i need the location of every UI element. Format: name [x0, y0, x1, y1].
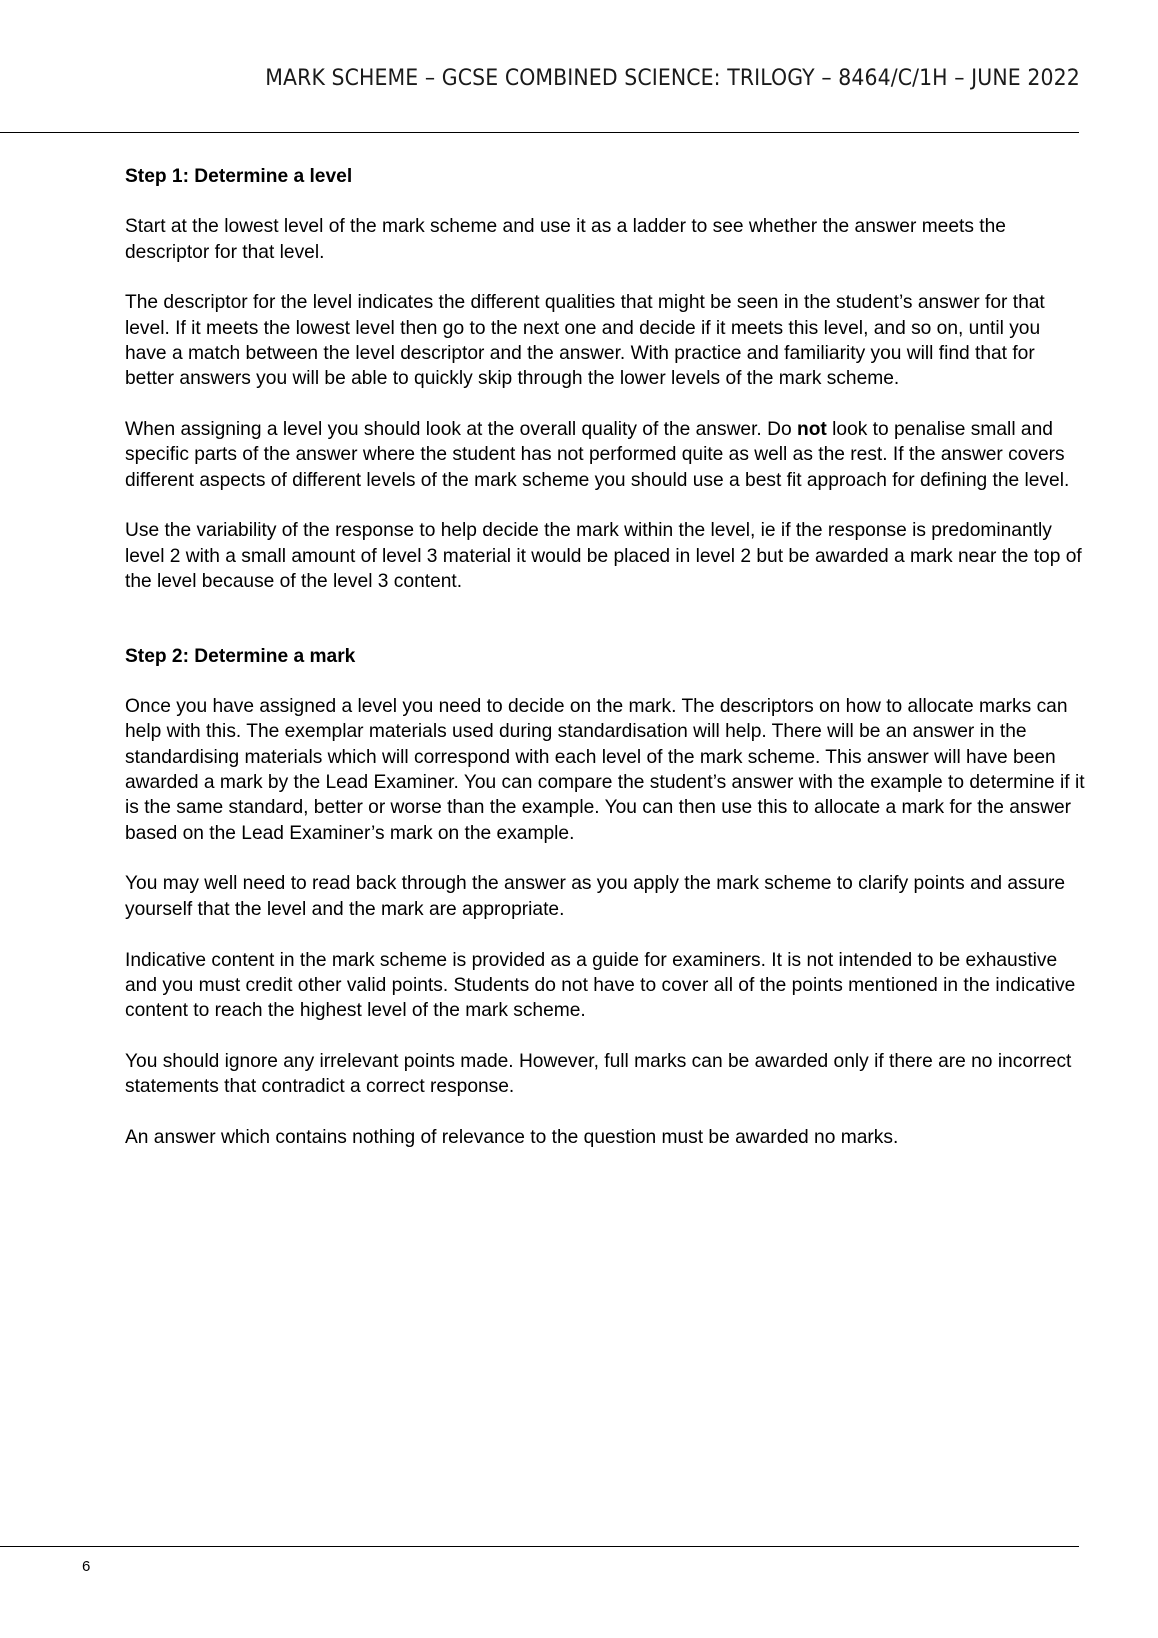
step2-paragraph-1: Once you have assigned a level you need to decide on the mark. The descriptors on how to allocate marks can help with this. The exemplar materials used during standardisation will help. There will be an answer in the standardising materials which will correspond with each level of the mark scheme. This answer will have been awarded a mark by the Lead Examiner. You can compare the student’s answer with the example to determine if it is the same standard, better or worse than the example. You can then use this to allocate a mark for the answer based on the Lead Examiner’s mark on the example.: [125, 696, 1085, 844]
page-header-title: MARK SCHEME – GCSE COMBINED SCIENCE: TRILOGY – 8464/C/1H – JUNE 2022: [265, 66, 1080, 91]
step1-paragraph-4: Use the variability of the response to help decide the mark within the level, ie if the response is predominantly level 2 with a small amount of level 3 material it would be placed in level 2 but be awarded a mark near the top of the level because of the level 3 content.: [125, 520, 1082, 593]
page-number: 6: [82, 1558, 91, 1575]
step1-paragraph-2: The descriptor for the level indicates the different qualities that might be seen in the student’s answer for that level. If it meets the lowest level then go to the next one and decide if it meets this level, and so on, until you have a match between the level descriptor and the answer. With practice and familiarity you will find that for better answers you will be able to quickly skip through the lower levels of the mark scheme.: [125, 292, 1045, 390]
step2-heading: Step 2: Determine a mark: [125, 645, 356, 667]
step2-paragraph-2: You may well need to read back through the answer as you apply the mark scheme to clarify points and assure yourself that the level and the mark are appropriate.: [125, 873, 1065, 920]
step2-paragraph-3: Indicative content in the mark scheme is provided as a guide for examiners. It is not intended to be exhaustive and you must credit other valid points. Students do not have to cover all of the points mentioned in the indicative content to reach the highest level of the mark scheme.: [125, 949, 1076, 1022]
step1-paragraph-3-end: look to penalise small and specific parts of the answer where the student has not performed quite as well as the rest. If the answer covers different aspects of different levels of the mark scheme you should use a best fit approach for defining the level.: [125, 419, 1070, 491]
step1-paragraph-3-start: When assigning a level you should look at the overall quality of the answer. Do: [125, 419, 797, 441]
step1-paragraph-1: Start at the lowest level of the mark scheme and use it as a ladder to see whether the answer meets the descriptor for that level.: [125, 216, 1006, 263]
header-divider: [0, 132, 1079, 133]
step2-paragraph-4: You should ignore any irrelevant points made. However, full marks can be awarded only if there are no incorrect statements that contradict a correct response.: [125, 1050, 1072, 1098]
emphasis-not: not: [796, 419, 827, 441]
section-spacer: [125, 620, 1085, 644]
footer-divider: [0, 1546, 1079, 1547]
step1-heading: Step 1: Determine a level: [125, 166, 353, 187]
document-body: [125, 164, 1085, 1176]
step1-paragraph-3: [125, 417, 1085, 493]
step2-paragraph-5: An answer which contains nothing of relevance to the question must be awarded no marks.: [125, 1127, 899, 1149]
